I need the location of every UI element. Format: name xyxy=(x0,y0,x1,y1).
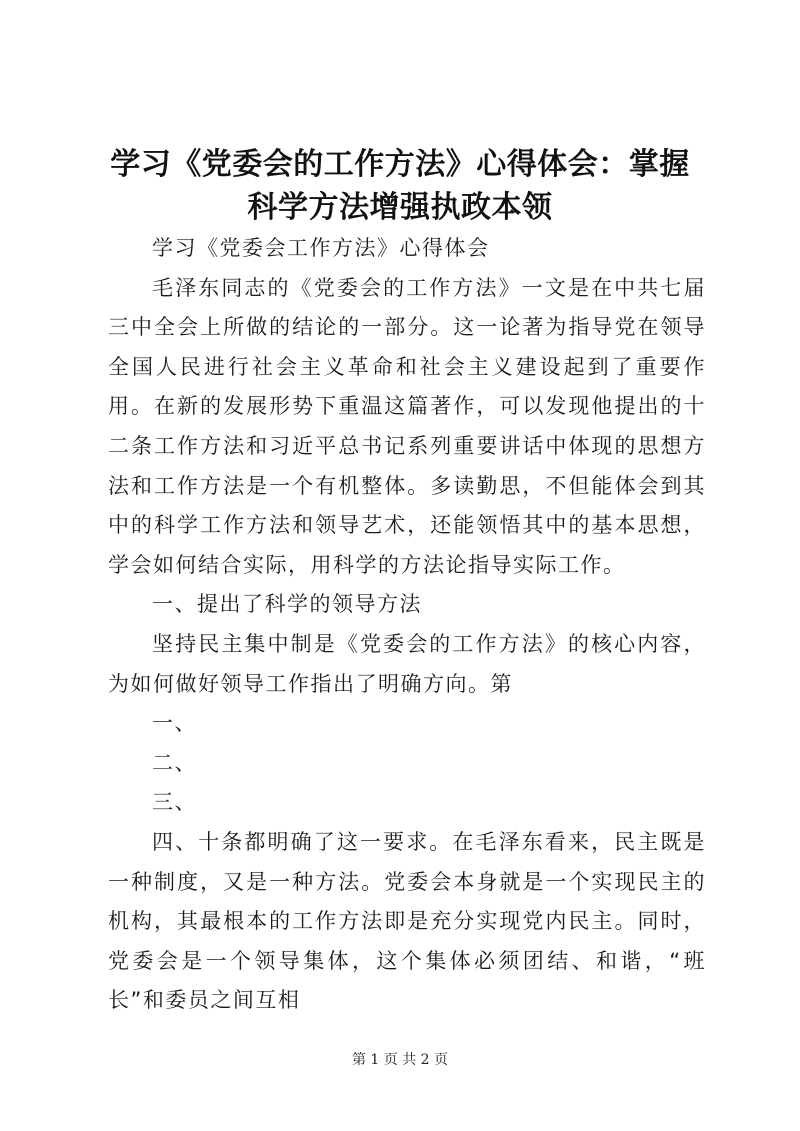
body-paragraph: 坚持民主集中制是《党委会的工作方法》的核心内容，为如何做好领导工作指出了明确方向。第 xyxy=(108,631,706,696)
document-title: 学习《党委会的工作方法》心得体会：掌握科学方法增强执政本领 xyxy=(110,147,690,225)
body-paragraph: 四、十条都明确了这一要求。在毛泽东看来，民主既是一种制度，又是一种方法。党委会本身就是一个实现民主的机构，其最根本的工作方法即是充分实现党内民主。同时，党委会是一个领导集体，这个集体必须团结、和谐，“班长”和委员之间互相 xyxy=(108,829,706,1013)
page-footer: 第 1 页 共 2 页 xyxy=(351,1052,449,1068)
section-heading: 一、提出了科学的领导方法 xyxy=(152,592,422,617)
document-body xyxy=(108,229,706,1021)
list-item: 三、 xyxy=(152,790,197,815)
intro-paragraph: 毛泽东同志的《党委会的工作方法》一文是在中共七届三中全会上所做的结论的一部分。这一论著为指导党在领导全国人民进行社会主义革命和社会主义建设起到了重要作用。在新的发展形势下重温这篇著作，可以发现他提出的十二条工作方法和习近平总书记系列重要讲话中体现的思想方法和工作方法是一个有机整体。多读勤思，不但能体会到其中的科学工作方法和领导艺术，还能领悟其中的基本思想，学会如何结合实际，用科学的方法论指导实际工作。 xyxy=(108,275,706,577)
subtitle-paragraph: 学习《党委会工作方法》心得体会 xyxy=(152,236,490,260)
list-item: 二、 xyxy=(152,750,197,775)
list-item: 一、 xyxy=(152,711,197,736)
